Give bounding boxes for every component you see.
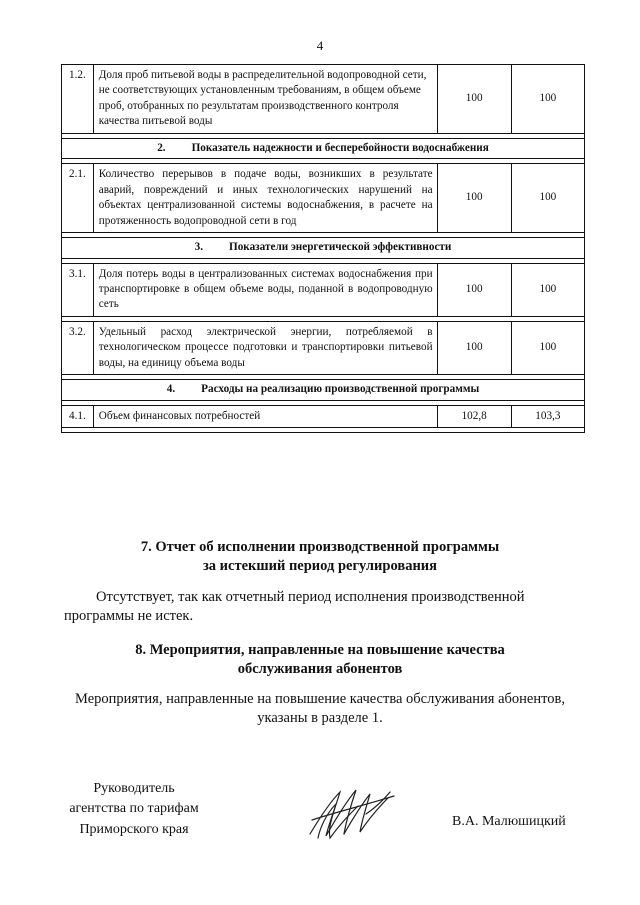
table-row: [62, 263, 585, 316]
indicator-name: Доля потерь воды в централизованных системах водоснабжения при транспортировке в общем объеме воды, поданной в водопроводную сеть: [93, 263, 437, 316]
position-line2: агентства по тарифам: [69, 801, 199, 817]
section-number: 4.: [166, 383, 176, 396]
section8-text: [0, 690, 640, 728]
section7-text-line2: программы не истек.: [64, 608, 194, 624]
section7-title-line1: 7. Отчет об исполнении производственной программы: [140, 539, 500, 555]
table-row: [62, 321, 585, 374]
indicator-value-1: 102,8: [437, 405, 511, 427]
signatory-name: В.А. Малюшицкий: [452, 814, 566, 829]
section8-title-line2: обслуживания абонентов: [237, 660, 403, 677]
section-title: Показатель надежности и бесперебойности водоснабжения: [191, 141, 489, 154]
indicator-name: Доля проб питьевой воды в распределительной водопроводной сети, не соответствующих установленным требованиям, в общем объеме проб, отобранных по результатам производственного контроля качества питьевой воды: [93, 65, 437, 134]
indicator-name: Количество перерывов в подаче воды, возникших в результате аварий, повреждений и иных технологических нарушений на объектах централизованной системы водоснабжения, в расчете на протяженность водопроводной сети в год: [93, 164, 437, 233]
row-number: 3.2.: [62, 321, 94, 374]
section-header-row: [62, 380, 585, 400]
section8-title: [0, 641, 640, 679]
indicator-value-1: 100: [437, 321, 511, 374]
indicator-value-2: 100: [511, 321, 584, 374]
indicators-table: [61, 64, 585, 433]
position-line1: Руководитель: [93, 781, 175, 796]
table-row: [62, 65, 585, 134]
indicator-name: Объем финансовых потребностей: [93, 405, 437, 427]
indicator-value-1: 100: [437, 164, 511, 233]
table-row: [62, 405, 585, 427]
indicator-value-1: 100: [437, 263, 511, 316]
row-number: 3.1.: [62, 263, 94, 316]
table-row: [62, 164, 585, 233]
position-line3: Приморского края: [79, 821, 189, 837]
row-number: 4.1.: [62, 405, 94, 427]
page-number: 4: [316, 38, 324, 53]
indicator-value-2: 100: [511, 263, 584, 316]
section-number: 3.: [194, 241, 204, 254]
section-header-row: [62, 238, 585, 258]
section-number: 2.: [157, 141, 166, 154]
section7-title-line2: за истекший период регулирования: [202, 557, 438, 574]
section-header-row: [62, 138, 585, 158]
section-title: Расходы на реализацию производственной программы: [201, 383, 480, 396]
indicator-value-2: 100: [511, 164, 584, 233]
section7-title: [0, 538, 640, 576]
indicator-name: Удельный расход электрической энергии, потребляемой в технологическом процессе подготовки и транспортировки питьевой воды, на единицу объема воды: [93, 321, 437, 374]
handwritten-signature-icon: [306, 784, 398, 842]
section8-text-line1: Мероприятия, направленные на повышение качества обслуживания абонентов,: [75, 691, 565, 707]
section8-text-line2: указаны в разделе 1.: [257, 709, 383, 726]
row-number: 2.1.: [62, 164, 94, 233]
section-title: Показатели энергетической эффективности: [229, 241, 452, 254]
indicator-value-2: 103,3: [511, 405, 584, 427]
indicator-value-2: 100: [511, 65, 584, 134]
signatory-position: [64, 779, 204, 840]
indicator-value-1: 100: [437, 65, 511, 134]
row-number: 1.2.: [62, 65, 94, 134]
section7-text-line1: Отсутствует, так как отчетный период исполнения производственной: [96, 589, 525, 605]
section8-title-line1: 8. Мероприятия, направленные на повышение качества: [135, 642, 505, 658]
